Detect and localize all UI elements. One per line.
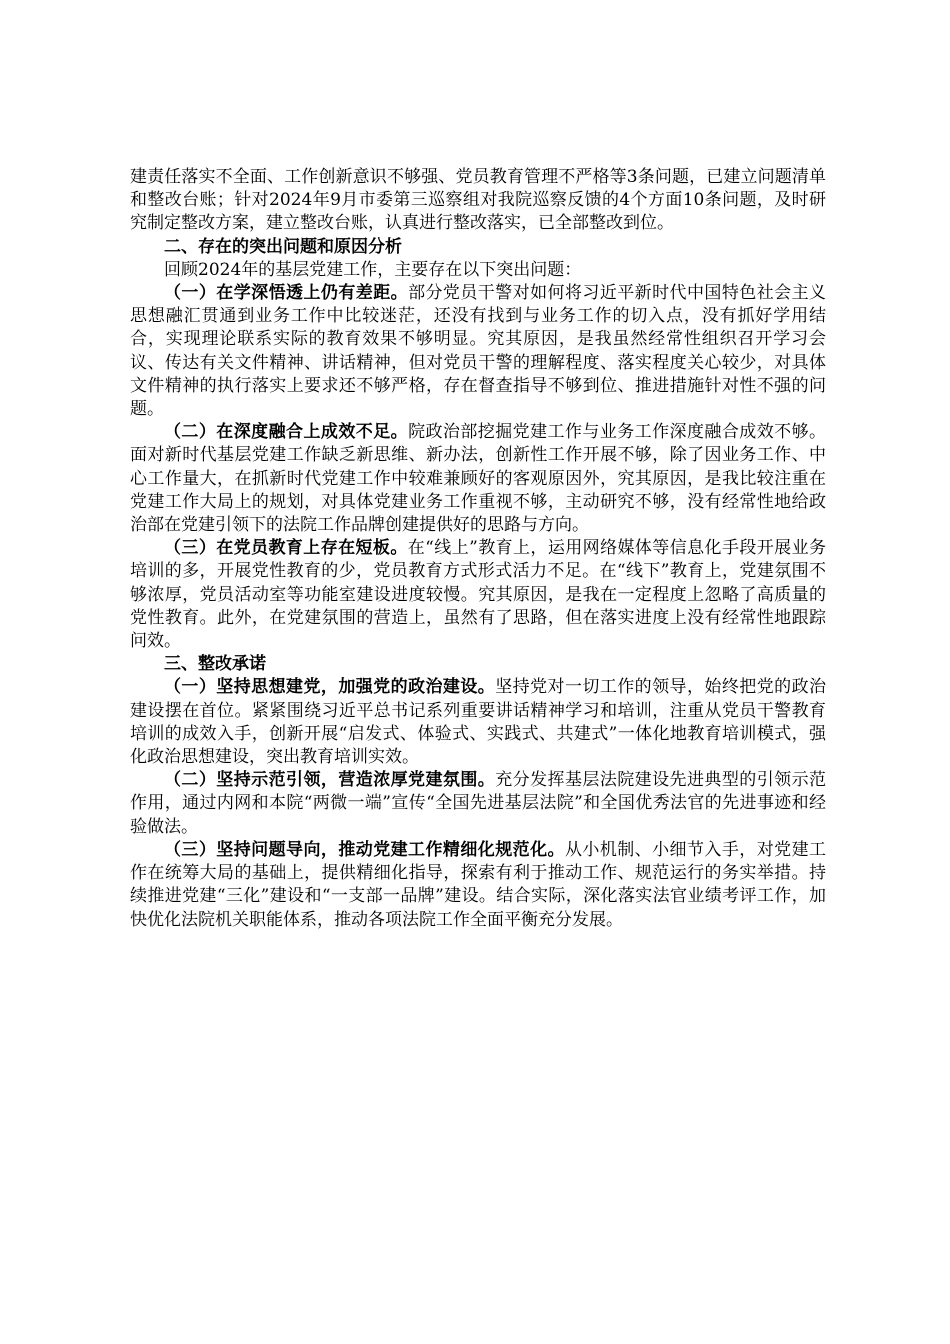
commitment-lead-2: （二）坚持示范引领，营造浓厚党建氛围。 bbox=[164, 770, 496, 791]
document-page bbox=[130, 166, 826, 932]
problem-body-1: 部分党员干警对如何将习近平新时代中国特色社会主义思想融汇贯通到业务工作中比较迷茫，还没有找到与业务工作的切入点，没有抓好学用结合，实现理论联系实际的教育效果不够明显。究其原因，是我虽然经常性组织召开学习会议、传达有关文件精神、讲话精神，但对党员干警的理解程度、落实程度关心较少，对具体文件精神的执行落实上要求还不够严格，存在督查指导不够到位、推进措施针对性不强的问题。 bbox=[130, 283, 827, 420]
problem-paragraph-1 bbox=[130, 282, 826, 421]
problem-body-2: 院政治部挖掘党建工作与业务工作深度融合成效不够。面对新时代基层党建工作缺乏新思维、新办法，创新性工作开展不够，除了因业务工作、中心工作量大，在抓新时代党建工作中较难兼顾好的客观原因外，究其原因，是我比较注重在党建工作大局上的规划，对具体党建业务工作重视不够，主动研究不够，没有经常性地给政治部在党建引领下的法院工作品牌创建提供好的思路与方向。 bbox=[130, 422, 827, 536]
commitment-body-3: 从小机制、小细节入手，对党建工作在统筹大局的基础上，提供精细化指导，探索有利于推动工作、规范运行的务实举措。持续推进党建“三化”建设和“一支部一品牌”建设。结合实际，深化落实法官业绩考评工作，加快优化法院机关职能体系，推动各项法院工作全面平衡充分发展。 bbox=[130, 839, 827, 930]
problem-lead-3: （三）在党员教育上存在短板。 bbox=[164, 538, 408, 559]
commitment-paragraph-2 bbox=[130, 769, 826, 839]
commitment-lead-1: （一）坚持思想建党，加强党的政治建设。 bbox=[164, 677, 496, 698]
commitment-body-1: 坚持党对一切工作的领导，始终把党的政治建设摆在首位。紧紧围绕习近平总书记系列重要讲话精神学习和培训，注重从党员干警教育培训的成效入手，创新开展“启发式、体验式、实践式、共建式”一体化地教育培训模式，强化政治思想建设，突出教育培训实效。 bbox=[130, 677, 827, 768]
commitment-lead-3: （三）坚持问题导向，推动党建工作精细化规范化。 bbox=[164, 839, 565, 860]
commitment-body-2: 充分发挥基层法院建设先进典型的引领示范作用，通过内网和本院“两微一端”宣传“全国先进基层法院”和全国优秀法官的先进事迹和经验做法。 bbox=[130, 770, 827, 837]
section-heading-problems: 二、存在的突出问题和原因分析 bbox=[164, 236, 402, 257]
problem-lead-2: （二）在深度融合上成效不足。 bbox=[164, 422, 409, 443]
commitment-paragraph-3 bbox=[130, 839, 826, 932]
commitment-paragraph-1 bbox=[130, 676, 826, 769]
problem-paragraph-3 bbox=[130, 537, 826, 653]
section-heading-commitments: 三、整改承诺 bbox=[164, 654, 266, 675]
section-intro-problems: 回顾2024年的基层党建工作，主要存在以下突出问题： bbox=[164, 259, 582, 280]
problem-paragraph-2 bbox=[130, 421, 826, 537]
intro-paragraph: 建责任落实不全面、工作创新意识不够强、党员教育管理不严格等3条问题，已建立问题清单和整改台账；针对2024年9月市委第三巡察组对我院巡察反馈的4个方面10条问题，及时研究制定整改方案，建立整改台账，认真进行整改落实，已全部整改到位。 bbox=[130, 167, 826, 234]
problem-lead-1: （一）在学深悟透上仍有差距。 bbox=[164, 283, 409, 304]
problem-body-3: 在“线上”教育上，运用网络媒体等信息化手段开展业务培训的多，开展党性教育的少，党员教育方式形式活力不足。在“线下”教育上，党建氛围不够浓厚，党员活动室等功能室建设进度较慢。究其原因，是我在一定程度上忽略了高质量的党性教育。此外，在党建氛围的营造上，虽然有了思路，但在落实进度上没有经常性地跟踪问效。 bbox=[130, 538, 827, 652]
